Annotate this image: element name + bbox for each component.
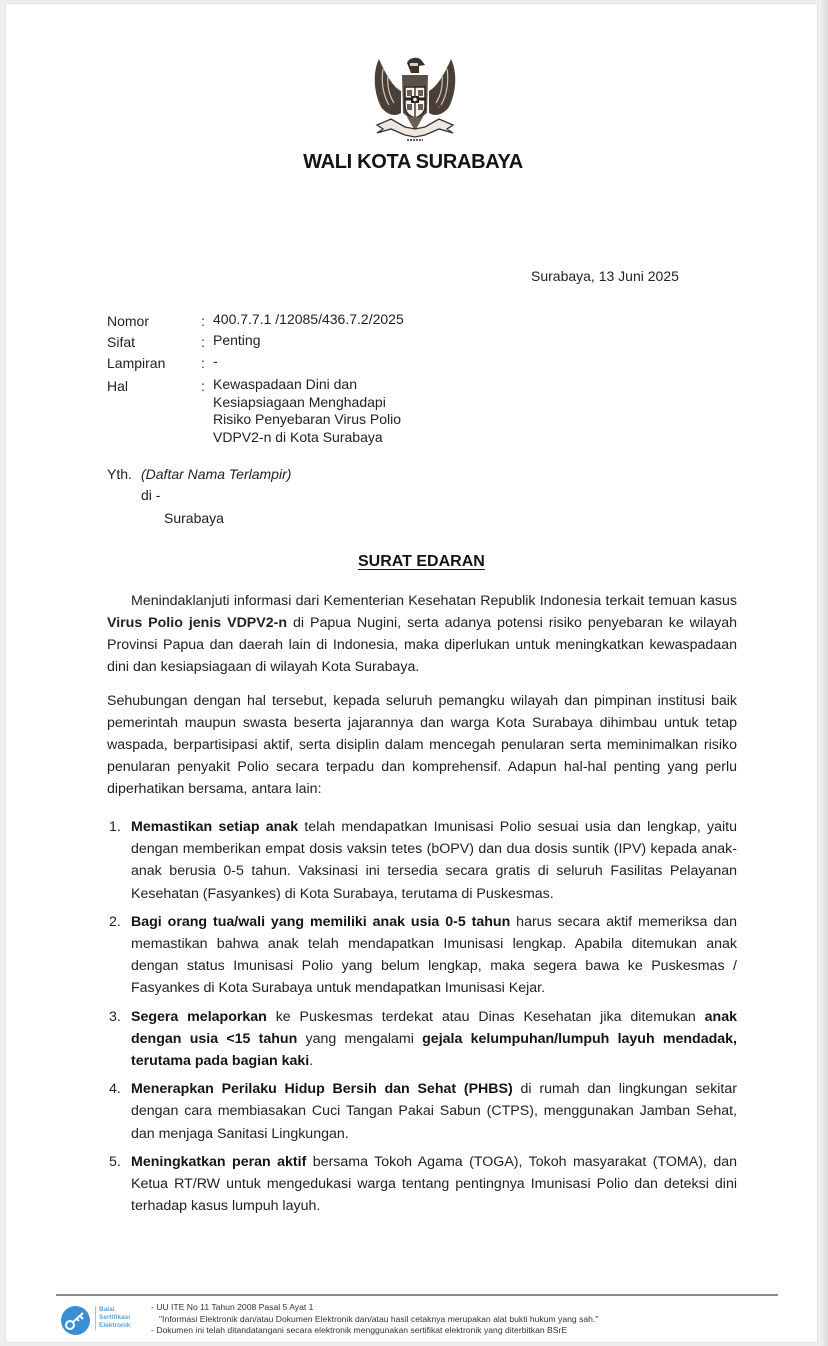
list-number: 1.	[109, 819, 121, 835]
meta-value-line: 400.7.7.1 /12085/436.7.2/2025	[213, 311, 404, 327]
list-item-bold: Menerapkan Perilaku Hidup Bersih dan Sehat (PHBS)	[131, 1081, 513, 1098]
letter-meta	[107, 311, 453, 446]
list-item-bold: Bagi orang tua/wali yang memiliki anak usia 0-5 tahun	[131, 913, 511, 930]
footer-note-signature: - Dokumen ini telah ditandatangani secara elektronik menggunakan sertifikat elektronik yang diterbitkan BSrE	[151, 1325, 568, 1335]
meta-value-line: -	[213, 353, 218, 369]
letterhead-title: WALI KOTA SURABAYA	[303, 151, 523, 173]
footer-note-law: - UU ITE No 11 Tahun 2008 Pasal 5 Ayat 1	[151, 1302, 314, 1312]
list-item-bold: Segera melaporkan	[131, 1008, 267, 1025]
list-number: 3.	[109, 1008, 121, 1025]
meta-colon: :	[201, 334, 205, 350]
list-item-text: .	[309, 1053, 314, 1070]
list-item-text: yang mengalami	[297, 1030, 423, 1047]
document-page	[5, 3, 818, 1343]
meta-value-line: Kesiapsiagaan Menghadapi	[213, 393, 386, 410]
meta-colon: :	[201, 355, 205, 371]
meta-value-line: Kewaspadaan Dini dan	[213, 376, 357, 392]
bsre-logo-line: Sertifikasi	[99, 1314, 131, 1321]
meta-colon: :	[201, 313, 205, 329]
instruction-list	[107, 816, 737, 1223]
addressee-city: Surabaya	[164, 510, 224, 526]
date-line: Surabaya, 13 Juni 2025	[531, 268, 679, 284]
list-item-bold: gejala kelumpuhan/lumpuh layuh mendadak, terutama pada bagian kaki	[131, 1030, 737, 1070]
paragraph-bold: Virus Polio jenis VDPV2-n	[107, 615, 288, 631]
list-number: 2.	[109, 913, 121, 930]
bsre-logo-line: Elektronik	[99, 1322, 131, 1329]
addressee-line	[107, 464, 291, 485]
meta-row-nomor	[107, 311, 453, 332]
list-item	[107, 911, 737, 1000]
list-item	[107, 816, 737, 905]
meta-row-hal	[107, 376, 453, 446]
addressee-name: (Daftar Nama Terlampir)	[141, 466, 292, 482]
list-item-bold: anak dengan usia <15 tahun	[131, 1008, 737, 1047]
document-title: SURAT EDARAN	[358, 553, 485, 570]
meta-label: Nomor	[107, 313, 150, 329]
meta-label: Hal	[107, 378, 129, 394]
list-item-text: telah mendapatkan Imunisasi Polio sesuai usia dan lengkap, yaitu dengan memberikan empat dosis vaksin tetes (bOPV) dan dua dosis suntik (IPV) kepada anak-anak berusia 0-5 tahun. Vaksinasi ini tersedia secara gratis di seluruh Fasilitas Pelayanan Kesehatan (Fasyankes) di Kota Surabaya, terutama di Puskesmas.	[131, 819, 737, 902]
footer-notes	[151, 1302, 598, 1337]
meta-value-line: VDPV2-n di Kota Surabaya	[213, 428, 383, 445]
list-item	[107, 1006, 737, 1073]
addressee-prefix: Yth.	[107, 466, 132, 482]
footer-note-quote: "Informasi Elektronik dan/atau Dokumen Elektronik dan/atau hasil cetaknya merupakan alat bukti hukum yang sah."	[159, 1313, 599, 1324]
meta-value	[213, 376, 453, 446]
bsre-logo-icon	[61, 1306, 90, 1335]
list-number: 5.	[109, 1153, 121, 1170]
bsre-logo	[61, 1306, 141, 1336]
meta-row-sifat	[107, 332, 453, 353]
meta-row-lampiran	[107, 353, 453, 374]
list-item-bold: Meningkatkan peran aktif	[131, 1153, 307, 1170]
list-item-text: ke Puskesmas terdekat atau Dinas Kesehatan jika ditemukan	[266, 1008, 705, 1025]
list-item-text: bersama Tokoh Agama (TOGA), Tokoh masyarakat (TOMA), dan Ketua RT/RW untuk mengedukasi warga tentang pentingnya Imunisasi Polio dan deteksi dini terhadap kasus lumpuh layuh.	[131, 1153, 737, 1215]
paragraph-intro	[107, 590, 737, 678]
meta-value-line: Risiko Penyebaran Virus Polio	[213, 411, 402, 427]
meta-value-line: Penting	[213, 332, 261, 348]
bsre-logo-text	[95, 1306, 130, 1330]
garuda-emblem-icon	[369, 51, 461, 147]
list-number: 4.	[109, 1081, 121, 1098]
meta-value	[213, 311, 453, 332]
addressee	[107, 464, 291, 529]
paragraph-text: di Papua Nugini, serta adanya potensi risiko penyebaran ke wilayah Provinsi Papua dan daerah lain di Indonesia, maka diperlukan untuk meningkatkan kewaspadaan dini dan kesiapsiagaan di wilayah Kota Surabaya.	[107, 615, 737, 675]
key-icon	[61, 1306, 90, 1335]
list-item	[107, 1078, 737, 1145]
list-item-bold: Memastikan setiap anak	[131, 819, 299, 835]
meta-colon: :	[201, 378, 205, 394]
list-item-text: di rumah dan lingkungan sekitar dengan cara membiasakan Cuci Tangan Pakai Sabun (CTPS), menggunakan Jamban Sehat, dan menjaga Sanitasi Lingkungan.	[131, 1081, 737, 1142]
footer-divider	[56, 1294, 778, 1296]
list-item	[107, 1151, 737, 1218]
meta-label: Sifat	[107, 334, 136, 350]
meta-label: Lampiran	[107, 355, 166, 371]
paragraph-appeal: Sehubungan dengan hal tersebut, kepada seluruh pemangku wilayah dan pimpinan institusi baik pemerintah maupun swasta beserta jajarannya dan warga Kota Surabaya dihimbau untuk tetap waspada, berpartisipasi aktif, serta disiplin dalam mencegah penularan serta meminimalkan risiko penularan penyakit Polio secara terpadu dan komprehensif. Adapun hal-hal penting yang perlu diperhatikan bersama, antara lain:	[107, 693, 737, 797]
bsre-logo-line: Balai	[99, 1306, 115, 1313]
page-edge-shadow	[819, 0, 828, 1346]
meta-value	[213, 353, 453, 374]
list-item-text: harus secara aktif memeriksa dan memastikan bahwa anak telah mendapatkan Imunisasi lengkap. Apabila ditemukan anak dengan status Imunisasi Polio yang belum lengkap, maka segera bawa ke Puskesmas / Fasyankes di Kota Surabaya untuk mendapatkan Imunisasi Kejar.	[131, 913, 737, 997]
addressee-di: di -	[141, 487, 161, 503]
paragraph-text: Menindaklanjuti informasi dari Kementerian Kesehatan Republik Indonesia terkait temuan kasus	[131, 593, 737, 609]
meta-value	[213, 332, 453, 353]
